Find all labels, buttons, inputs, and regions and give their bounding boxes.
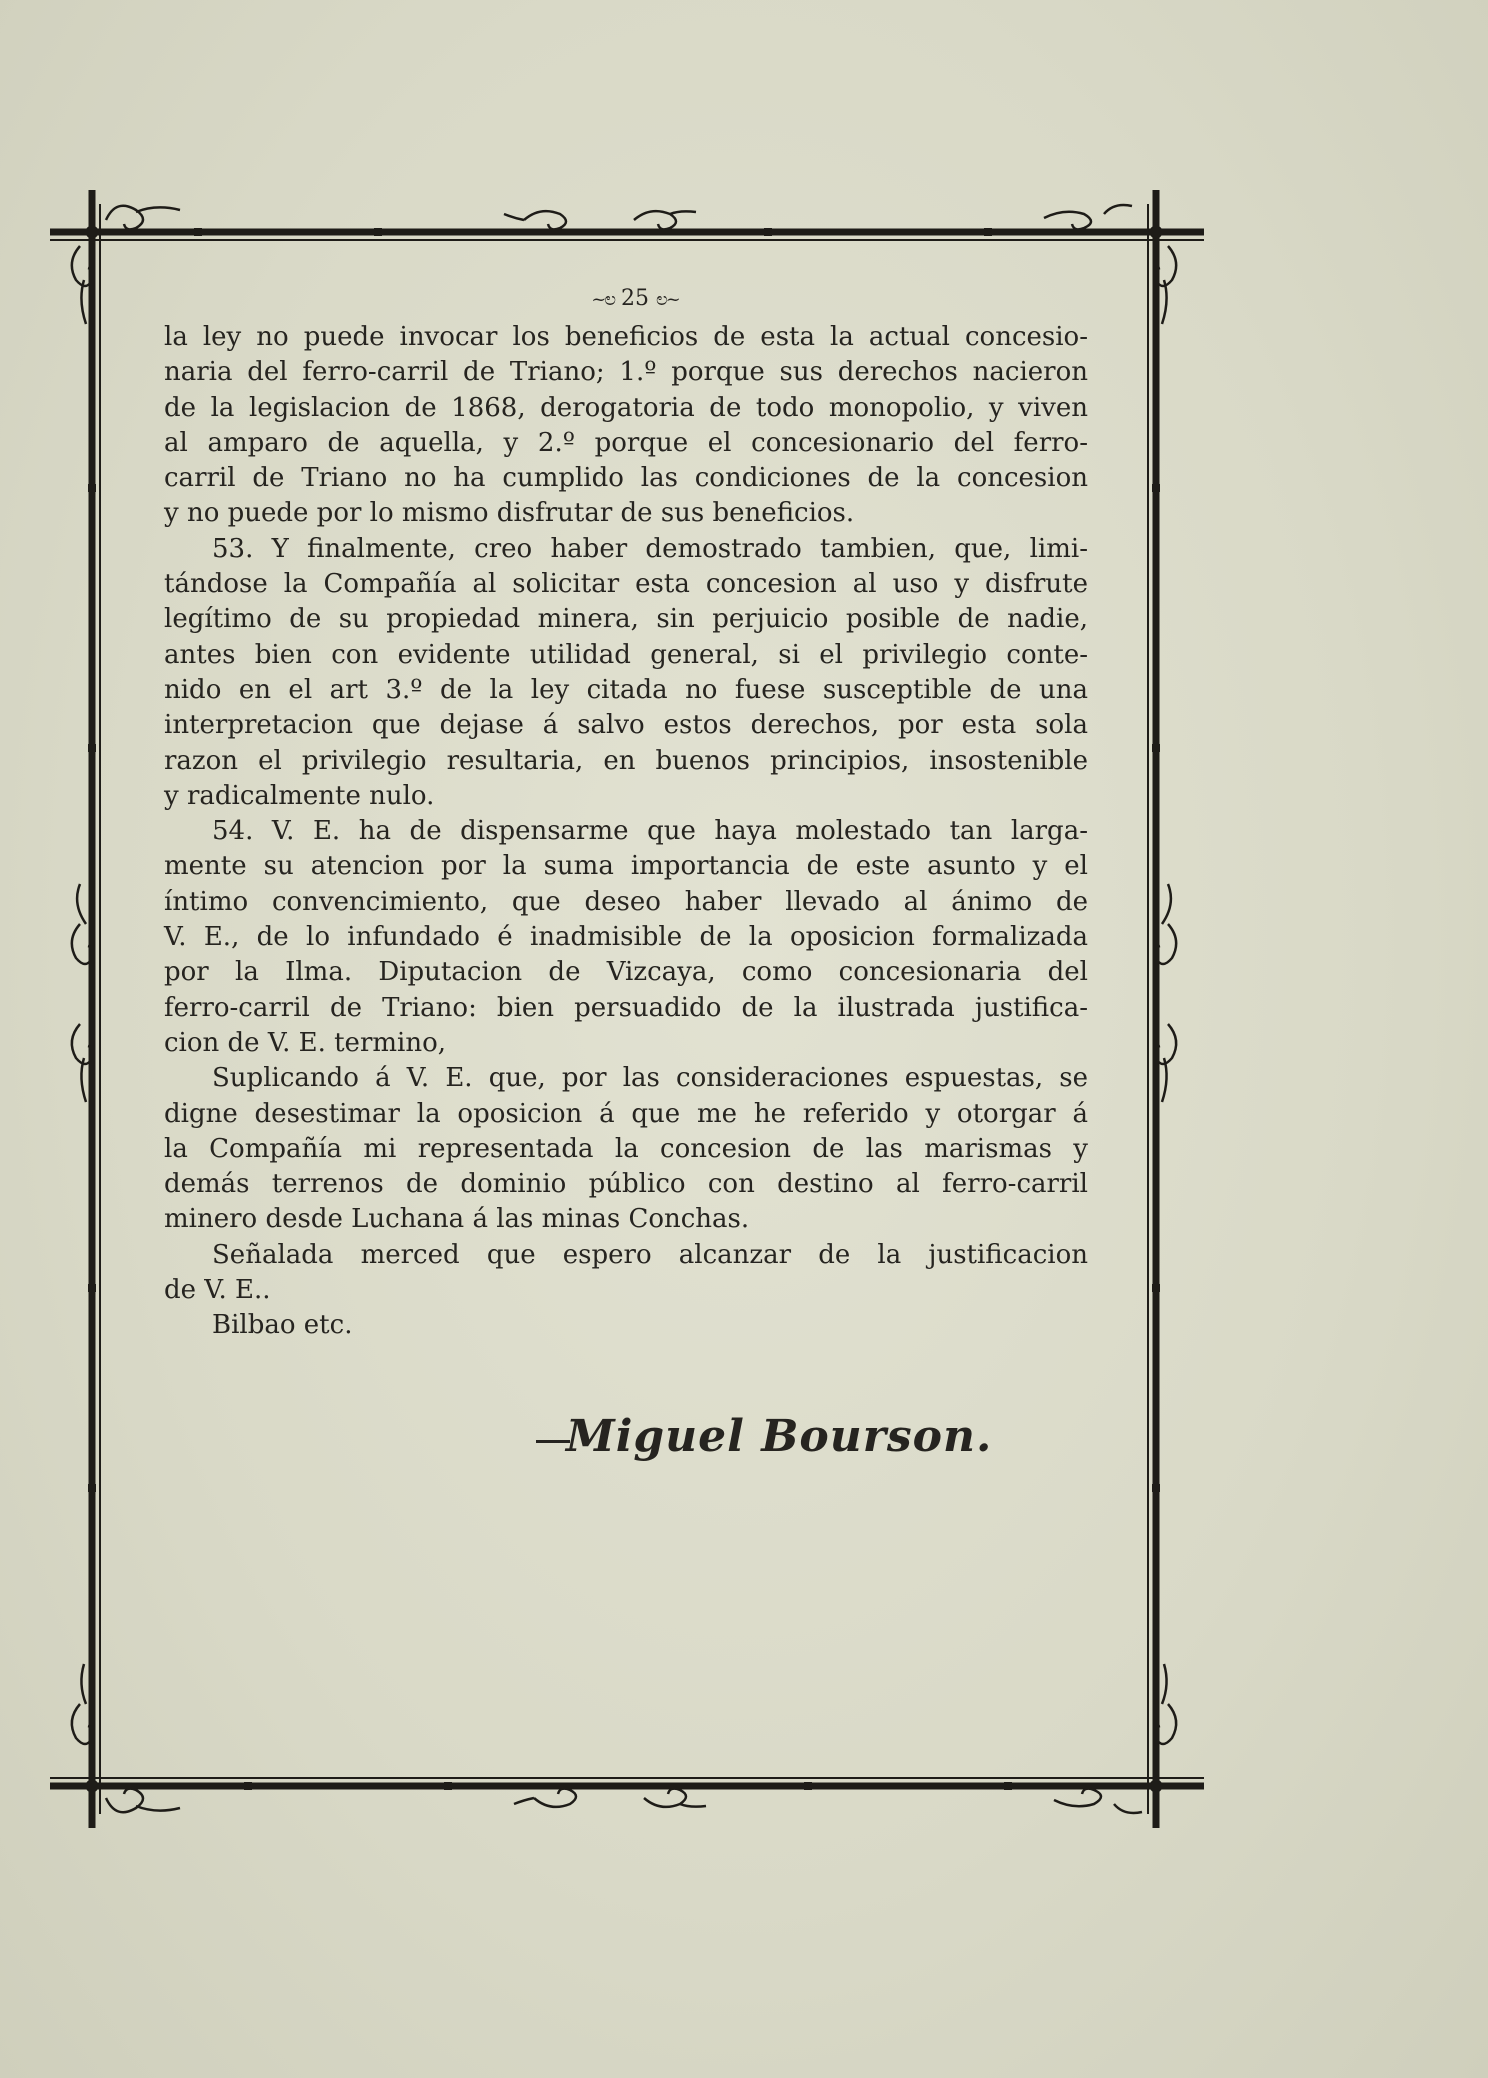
- signature-text: Miguel Bourson.: [566, 1411, 993, 1462]
- text-line: de V. E..: [164, 1275, 271, 1306]
- text-line: demás terrenos de dominio público con destino al ferro-carril: [164, 1169, 1088, 1200]
- handwritten-signature: [536, 1402, 993, 1472]
- text-line: naria del ferro-carril de Triano; 1.º porque sus derechos nacieron: [164, 357, 1088, 388]
- text-line: razon el privilegio resultaria, en buenos principios, insostenible: [164, 745, 1088, 776]
- text-line: de la legislacion de 1868, derogatoria de todo monopolio, y viven: [164, 392, 1088, 423]
- paragraph-53-start: 53. Y finalmente, creo haber demostrado tambien, que, limi-: [212, 533, 1088, 564]
- petition-start: Suplicando á V. E. que, por las consideraciones espuestas, se: [212, 1063, 1088, 1094]
- page-number-left-ornament: ~ಲ: [591, 289, 614, 310]
- text-line: antes bien con evidente utilidad general, si el privilegio conte-: [164, 639, 1088, 670]
- text-line: ferro-carril de Triano: bien persuadido de la ilustrada justifica-: [164, 992, 1088, 1023]
- text-line: íntimo convencimiento, que deseo haber llevado al ánimo de: [164, 886, 1088, 917]
- body-text: [164, 320, 1088, 1344]
- text-line: por la Ilma. Diputacion de Vizcaya, como concesionaria del: [164, 957, 1088, 988]
- text-line: y no puede por lo mismo disfrutar de sus beneficios.: [164, 498, 855, 529]
- text-line: al amparo de aquella, y 2.º porque el concesionario del ferro-: [164, 427, 1088, 458]
- text-line: la Compañía mi representada la concesion de las marismas y: [164, 1133, 1088, 1164]
- closing-line: Señalada merced que espero alcanzar de la justificacion: [212, 1239, 1088, 1270]
- text-line: y radicalmente nulo.: [164, 780, 435, 811]
- text-line: cion de V. E. termino,: [164, 1027, 447, 1058]
- text-line: minero desde Luchana á las minas Conchas.: [164, 1204, 750, 1235]
- text-line: digne desestimar la oposicion á que me he referido y otorgar á: [164, 1098, 1088, 1129]
- text-line: interpretacion que dejase á salvo estos derechos, por esta sola: [164, 710, 1088, 741]
- text-line: mente su atencion por la suma importancia de este asunto y el: [164, 851, 1088, 882]
- page-number: 25: [621, 286, 649, 311]
- page-number-right-ornament: ಲ~: [656, 289, 679, 310]
- text-line: V. E., de lo infundado é inadmisible de la oposicion formalizada: [164, 922, 1088, 953]
- place-line: Bilbao etc.: [212, 1310, 353, 1341]
- paragraph-54-start: 54. V. E. ha de dispensarme que haya molestado tan larga-: [212, 816, 1088, 847]
- text-line: nido en el art 3.º de la ley citada no fuese susceptible de una: [164, 674, 1088, 705]
- text-line: la ley no puede invocar los beneficios de esta la actual concesio-: [164, 322, 1088, 352]
- text-line: carril de Triano no ha cumplido las condiciones de la concesion: [164, 463, 1088, 494]
- text-line: legítimo de su propiedad minera, sin perjuicio posible de nadie,: [164, 604, 1088, 635]
- text-line: tándose la Compañía al solicitar esta concesion al uso y disfrute: [164, 569, 1088, 600]
- signature-flourish: [536, 1436, 570, 1443]
- page-number-header: [555, 282, 715, 316]
